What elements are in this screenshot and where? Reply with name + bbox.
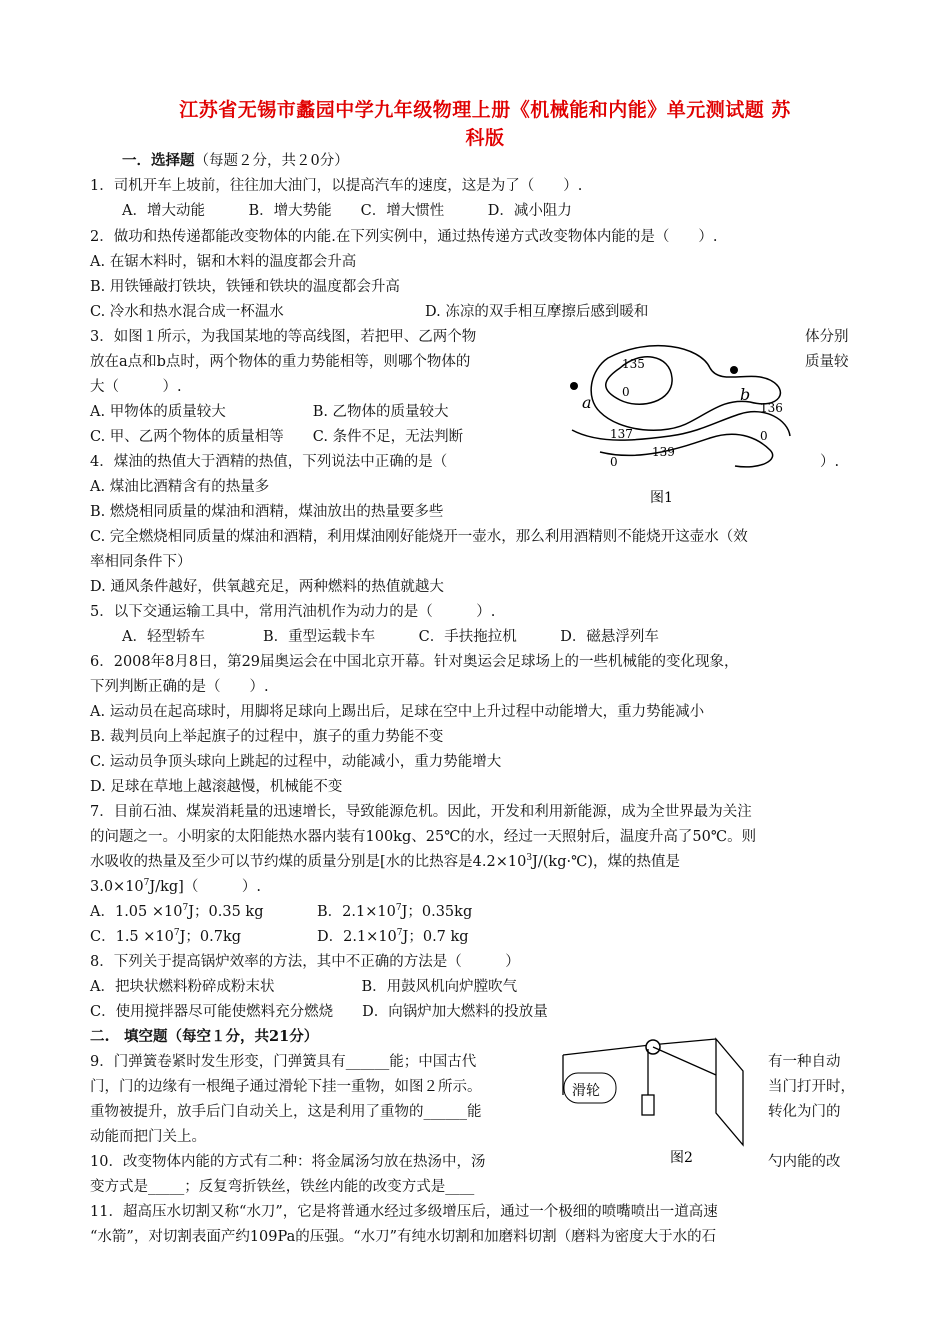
- question-4-option-c-line-1: C. 完全燃烧相同质量的煤油和酒精，利用煤油刚好能烧开一壶水，那么利用酒精则不能烧开这壶水（效: [90, 529, 748, 545]
- section-1-title: 一．选择题: [122, 152, 195, 169]
- question-7-line-1: 7．目前石油、煤炭消耗量的迅速增长，导致能源危机。因此，开发和利用新能源，成为全世界最为关注: [90, 804, 752, 820]
- question-9-line-3-end: 转化为门的: [768, 1104, 841, 1120]
- door-rope: [653, 1047, 716, 1075]
- question-3-line-1-end: 体分别: [805, 329, 849, 345]
- point-b-label: b: [740, 385, 751, 404]
- section-2-heading: 二. 填空题（每空１分，共21分）: [90, 1028, 319, 1045]
- section-1-note: （每题２分，共２0分）: [194, 153, 349, 169]
- contour-label-1350-b: 0: [622, 385, 630, 399]
- title-line-1: 江苏省无锡市蠡园中学九年级物理上册《机械能和内能》单元测试题 苏: [179, 99, 791, 121]
- question-7-option-c: C．$1.5 \times 10^7J$；0.7kg: [90, 928, 242, 945]
- figure-2-caption: 图2: [670, 1150, 693, 1166]
- contour-label-1390: 139: [652, 445, 675, 459]
- question-4-option-d: D. 通风条件越好，供氧越充足，两种燃料的热值就越大: [90, 579, 444, 595]
- question-9-line-1-end: 有一种自动: [768, 1054, 841, 1070]
- contour-label-1360-a: 136: [760, 401, 783, 415]
- question-7-line-2: 的问题之一。小明家的太阳能热水器内装有100kg、25℃的水，经过一天照射后，温度升高了50℃。则: [90, 829, 757, 845]
- question-2: 2．做功和热传递都能改变物体的内能.在下列实例中，通过热传递方式改变物体内能的是（ ）.: [90, 229, 718, 245]
- question-4-end: ）.: [820, 454, 840, 470]
- point-a-marker: [570, 382, 578, 390]
- contour-label-1370-b: 0: [610, 455, 618, 469]
- rope-to-wall: [563, 1045, 650, 1055]
- question-7-option-d: D．$2.1\times 10^7J$；0.7 kg: [317, 928, 469, 945]
- question-5: 5．以下交通运输工具中，常用汽油机作为动力的是（ ）.: [90, 604, 496, 620]
- question-10-line-1: 10．改变物体内能的方式有二种：将金属汤匀放在热汤中，汤: [90, 1154, 486, 1170]
- question-10-line-1-end: 勺内能的改: [768, 1154, 841, 1170]
- question-11-line-2: “水箭”，对切割表面产约109Pa的压强。“水刀”有纯水切割和加磨料切割（磨料为密度大于水的石: [90, 1229, 717, 1245]
- title-line-2: 科版: [465, 127, 505, 149]
- question-1-options: A．增大动能 B．增大势能 C．增大惯性 D．减小阻力: [122, 203, 572, 219]
- question-6-option-a: A. 运动员在起高球时，用脚将足球向上踢出后，足球在空中上升过程中动能增大，重力势能减小: [90, 704, 705, 720]
- question-3-line-2-end: 质量较: [805, 354, 849, 370]
- question-9-line-4: 动能而把门关上。: [90, 1129, 206, 1145]
- question-8: 8．下列关于提高锅炉效率的方法，其中不正确的方法是（ ）: [90, 954, 520, 970]
- question-4-option-a: A. 煤油比酒精含有的热量多: [90, 479, 270, 495]
- question-7-line-4: $3.0\times 10^7J/kg$]（ ）.: [90, 878, 261, 895]
- question-2-option-d: D. 冻凉的双手相互摩擦后感到暖和: [425, 304, 649, 320]
- point-b-marker: [730, 366, 738, 374]
- question-1: 1．司机开车上坡前，往往加大油门，以提高汽车的速度，这是为了（ ）.: [90, 178, 583, 194]
- question-6-option-d: D. 足球在草地上越滚越慢，机械能不变: [90, 779, 343, 795]
- question-9-line-1: 9．门弹簧卷紧时发生形变，门弹簧具有______能；中国古代: [90, 1054, 477, 1070]
- weight-block: [642, 1095, 654, 1115]
- question-6-line-2: 下列判断正确的是（ ）.: [90, 679, 269, 695]
- contour-label-1360-b: 0: [760, 429, 768, 443]
- figure-2-pulley-door: [558, 1035, 768, 1170]
- question-11-line-1: 11．超高压水切割又称“水刀”，它是将普通水经过多级增压后，通过一个极细的喷嘴喷出一道高速: [90, 1204, 718, 1220]
- question-9-line-2: 门，门的边缘有一根绳子通过滑轮下挂一重物，如图２所示。: [90, 1079, 482, 1095]
- question-9-line-3: 重物被提升，放手后门自动关上，这是利用了重物的______能: [90, 1104, 482, 1120]
- contour-label-1350-a: 135: [622, 357, 645, 371]
- question-5-options: A．轻型轿车 B．重型运载卡车 C．手扶拖拉机 D．磁悬浮列车: [122, 629, 659, 645]
- question-4-option-c-line-2: 率相同条件下）: [90, 554, 192, 570]
- figure-1-caption: 图1: [650, 490, 673, 506]
- question-3-line-3: 大（ ）.: [90, 379, 182, 395]
- question-8-options-cd: C．使用搅拌器尽可能使燃料充分燃烧 D．向锅炉加大燃料的投放量: [90, 1004, 548, 1020]
- question-10-line-2: 变方式是_____；反复弯折铁丝，铁丝内能的改变方式是____: [90, 1179, 475, 1195]
- question-6-option-b: B. 裁判员向上举起旗子的过程中，旗子的重力势能不变: [90, 729, 444, 745]
- question-3-options-cd: C. 甲、乙两个物体的质量相等 C. 条件不足，无法判断: [90, 429, 464, 445]
- question-8-options-ab: A．把块状燃料粉碎成粉末状 B．用鼓风机向炉膛吹气: [90, 979, 518, 995]
- question-3-line-1: 3．如图１所示，为我国某地的等高线图，若把甲、乙两个物: [90, 329, 477, 345]
- question-7-line-3: 水吸收的热量及至少可以节约煤的质量分别是[水的比热容是$4.2\times 10^3J/(kg\cdot℃)$，煤的热值是: [90, 853, 680, 870]
- question-2-option-b: B. 用铁锤敲打铁块，铁锤和铁块的温度都会升高: [90, 279, 400, 295]
- pulley-label: 滑轮: [572, 1083, 600, 1099]
- question-3-line-2: 放在a点和b点时，两个物体的重力势能相等，则哪个物体的: [90, 354, 471, 370]
- contour-label-1370-a: 137: [610, 427, 633, 441]
- question-2-option-a: A. 在锯木料时，锯和木料的温度都会升高: [90, 254, 357, 270]
- section-1-heading: [122, 150, 349, 172]
- question-2-option-c: C. 冷水和热水混合成一杯温水: [90, 304, 284, 320]
- question-6-option-c: C. 运动员争顶头球向上跳起的过程中，动能减小，重力势能增大: [90, 754, 502, 770]
- figure-1-contour-map: [560, 340, 810, 510]
- question-6-line-1: 6．2008年8月8日，第29届奥运会在中国北京开幕。针对奥运会足球场上的一些机械能的变化现象，: [90, 654, 739, 670]
- point-a-label: a: [582, 393, 592, 412]
- question-7-option-b: B．$2.1\times 10^7J$；0.35kg: [317, 903, 473, 920]
- question-3-options-ab: A. 甲物体的质量较大 B. 乙物体的质量较大: [90, 404, 449, 420]
- document-title: [90, 96, 880, 152]
- contour-line-1360: [591, 346, 780, 431]
- question-7-option-a: A．$1.05 \times 10^7J$；0.35 kg: [90, 903, 264, 920]
- question-4-option-b: B. 燃烧相同质量的煤油和酒精，煤油放出的热量要多些: [90, 504, 444, 520]
- door-panel: [716, 1039, 743, 1145]
- question-9-line-2-end: 当门打开时，: [768, 1079, 855, 1095]
- question-4: 4．煤油的热值大于酒精的热值，下列说法中正确的是（: [90, 454, 448, 470]
